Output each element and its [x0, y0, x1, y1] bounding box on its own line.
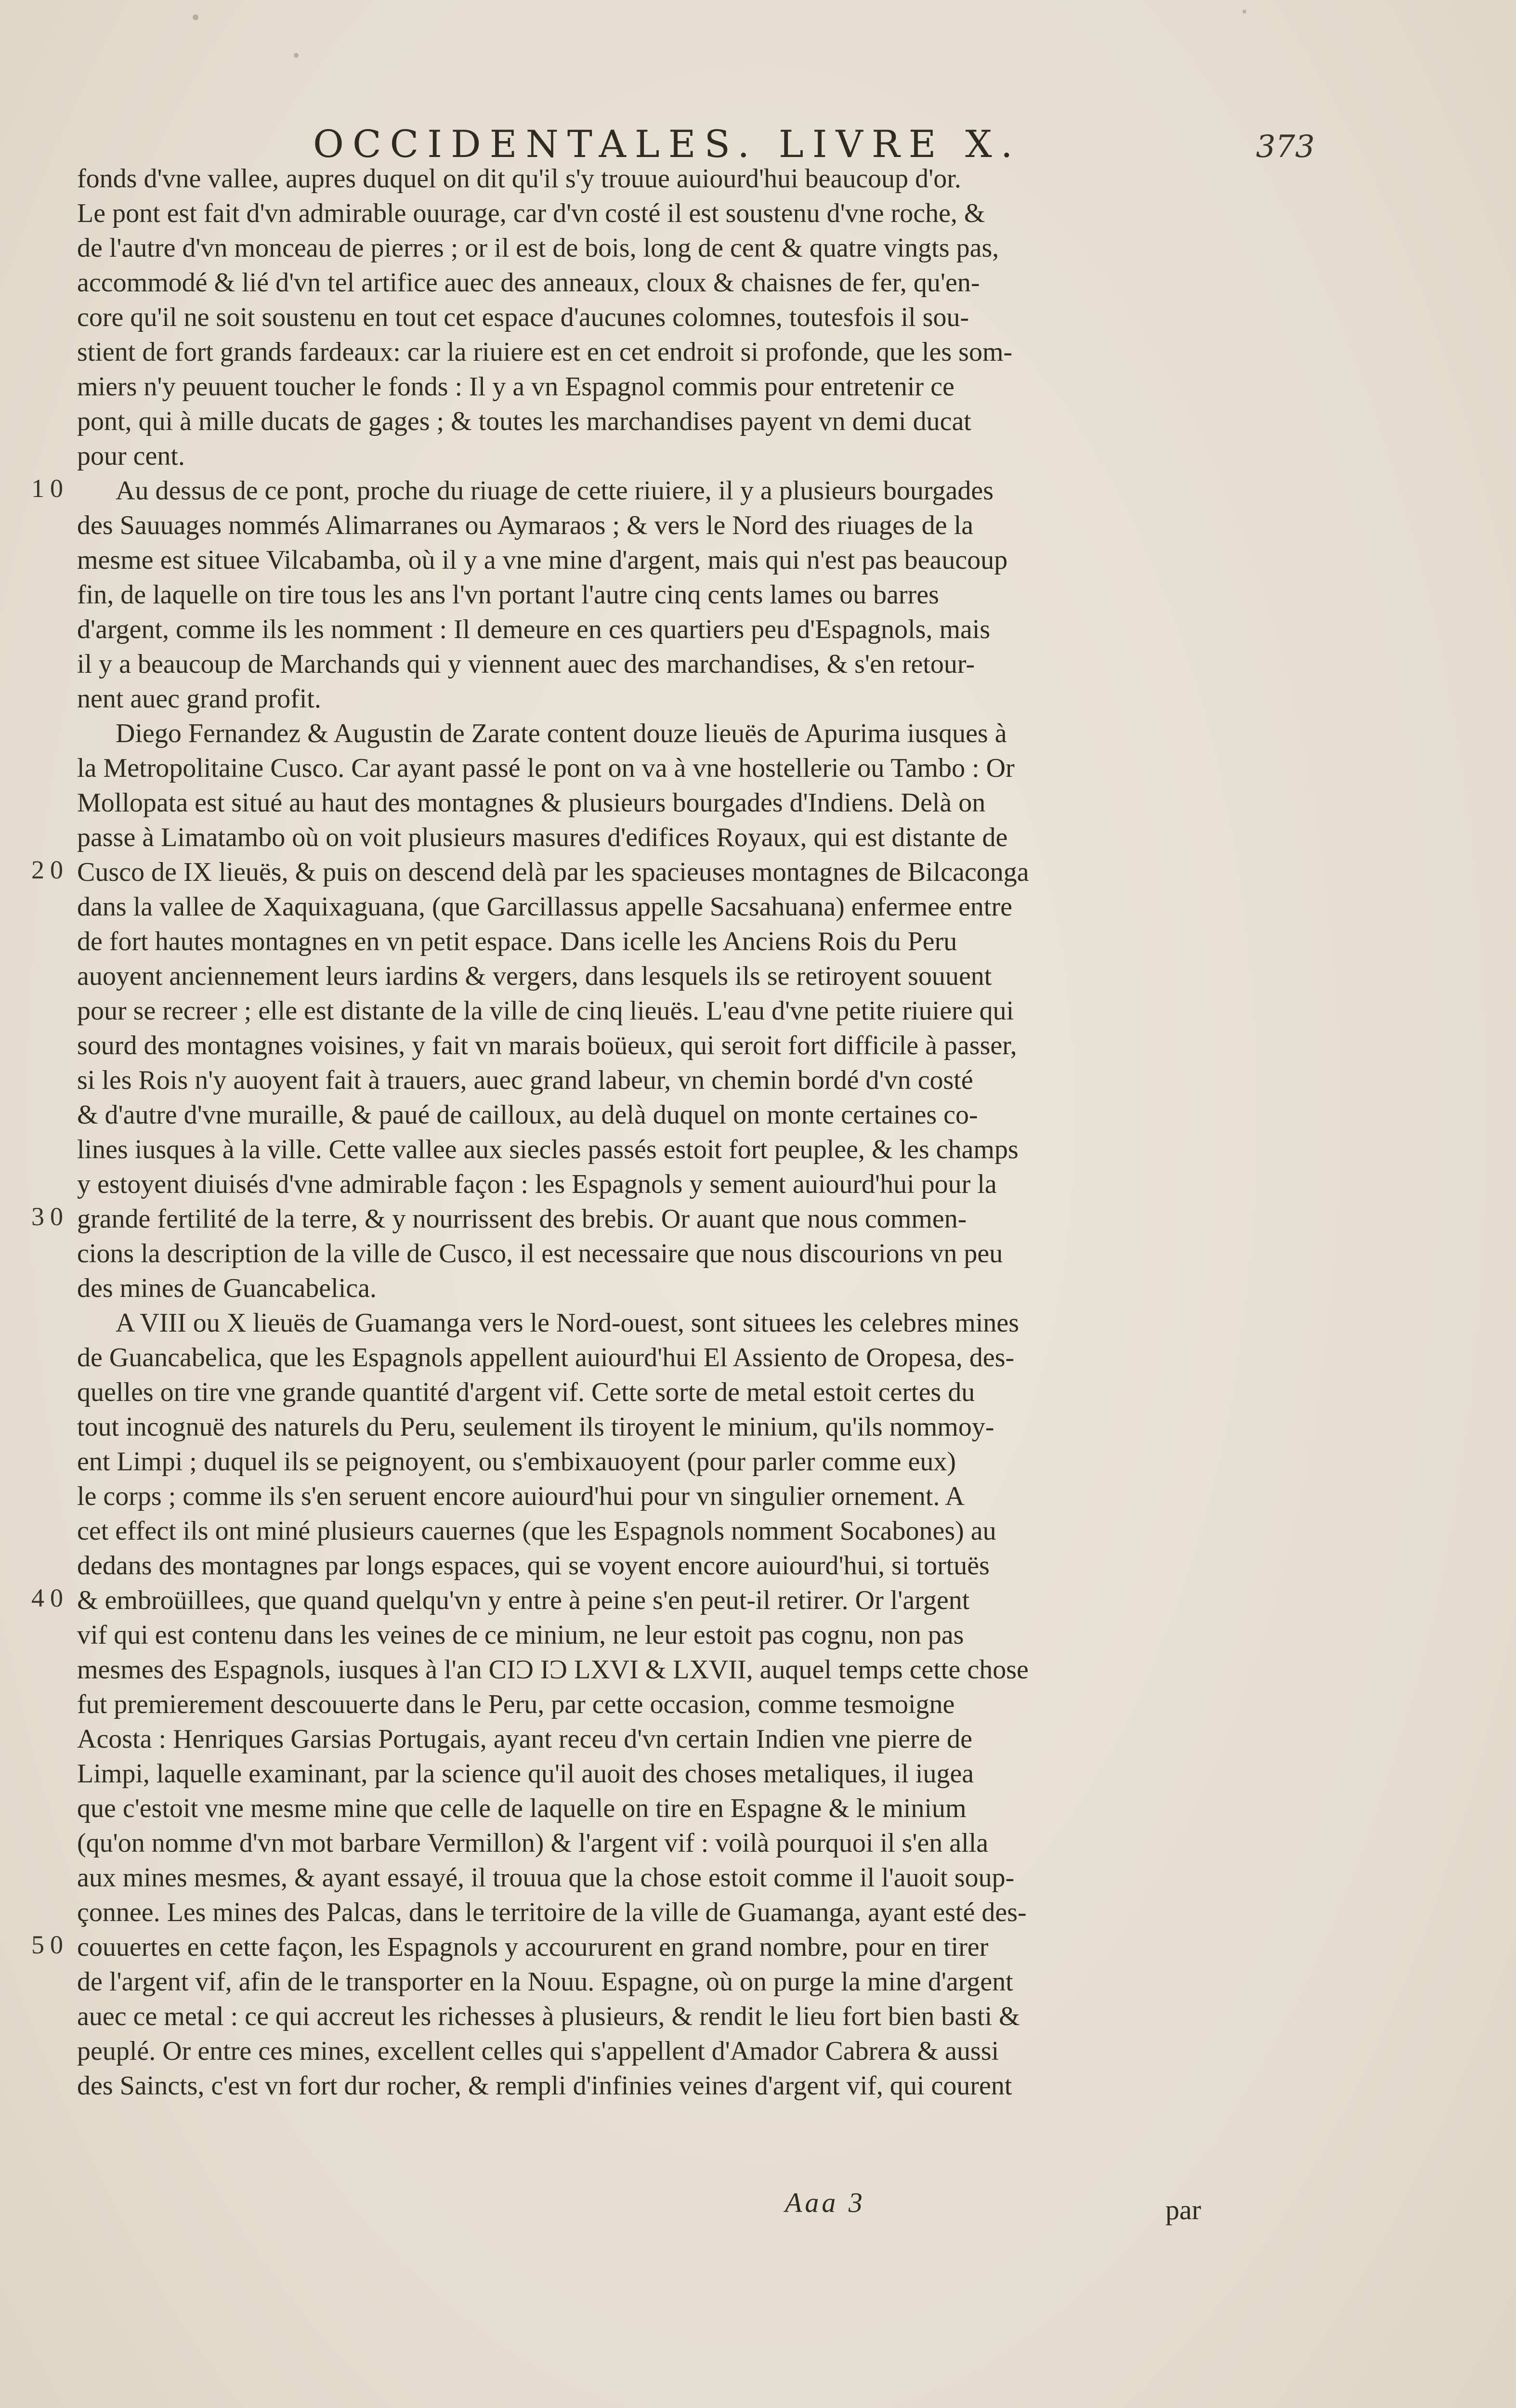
text-line: auoyent anciennement leurs iardins & vergers, dans lesquels ils se retiroyent souuent	[77, 961, 992, 991]
text-line: le corps ; comme ils s'en seruent encore auiourd'hui pour vn singulier ornement. A	[77, 1481, 965, 1511]
margin-line-number: 40	[31, 1584, 69, 1612]
text-line: pour cent.	[77, 441, 185, 471]
text-line: sourd des montagnes voisines, y fait vn marais boüeux, qui seroit fort difficile à passer,	[77, 1031, 1017, 1060]
text-line: dans la vallee de Xaquixaguana, (que Garcillassus appelle Sacsahuana) enfermee entre	[77, 892, 1012, 922]
margin-line-number: 10	[31, 474, 69, 503]
text-line: des mines de Guancabelica.	[77, 1273, 377, 1303]
text-line: passe à Limatambo où on voit plusieurs masures d'edifices Royaux, qui est distante de	[77, 823, 1008, 852]
text-line: & d'autre d'vne muraille, & paué de cailloux, au delà duquel on monte certaines co-	[77, 1100, 978, 1130]
margin-line-number: 30	[31, 1202, 69, 1231]
text-line: pour se recreer ; elle est distante de la ville de cinq lieuës. L'eau d'vne petite riuiere qui	[77, 996, 1014, 1026]
text-line: nent auec grand profit.	[77, 684, 321, 714]
text-line: miers n'y peuuent toucher le fonds : Il y a vn Espagnol commis pour entretenir ce	[77, 372, 954, 402]
signature-mark: Aaa 3	[785, 2187, 865, 2218]
text-line: aux mines mesmes, & ayant essayé, il trouua que la chose estoit comme il l'auoit soup-	[77, 1863, 1015, 1893]
text-line: mesme est situee Vilcabamba, où il y a vne mine d'argent, mais qui n'est pas beaucoup	[77, 545, 1008, 575]
text-line: des Saincts, c'est vn fort dur rocher, & rempli d'infinies veines d'argent vif, qui courent	[77, 2071, 1012, 2101]
text-line: des Sauuages nommés Alimarranes ou Aymaraos ; & vers le Nord des riuages de la	[77, 510, 974, 540]
paper-spot	[1242, 10, 1246, 13]
text-line: de l'argent vif, afin de le transporter en la Nouu. Espagne, où on purge la mine d'argent	[77, 1967, 1013, 1997]
text-line: de l'autre d'vn monceau de pierres ; or il est de bois, long de cent & quatre vingts pas,	[77, 233, 999, 263]
text-line: grande fertilité de la terre, & y nourrissent des brebis. Or auant que nous commen-	[77, 1204, 967, 1234]
text-line: fonds d'vne vallee, aupres duquel on dit qu'il s'y trouue auiourd'hui beaucoup d'or.	[77, 164, 961, 194]
text-line: (qu'on nomme d'vn mot barbare Vermillon) & l'argent vif : voilà pourquoi il s'en alla	[77, 1828, 989, 1858]
text-line: tout incognuë des naturels du Peru, seulement ils tiroyent le minium, qu'ils nommoy-	[77, 1412, 994, 1442]
text-line: fin, de laquelle on tire tous les ans l'vn portant l'autre cinq cents lames ou barres	[77, 580, 939, 610]
text-line: si les Rois n'y auoyent fait à trauers, auec grand labeur, vn chemin bordé d'vn costé	[77, 1065, 973, 1095]
text-line: couuertes en cette façon, les Espagnols y accoururent en grand nombre, pour en tirer	[77, 1932, 989, 1962]
text-line: stient de fort grands fardeaux: car la riuiere est en cet endroit si profonde, que les som-	[77, 337, 1013, 367]
text-line: cet effect ils ont miné plusieurs cauernes (que les Espagnols nomment Socabones) au	[77, 1516, 996, 1546]
text-line: de fort hautes montagnes en vn petit espace. Dans icelle les Anciens Rois du Peru	[77, 927, 957, 956]
text-line: Acosta : Henriques Garsias Portugais, ayant receu d'vn certain Indien vne pierre de	[77, 1724, 972, 1754]
text-line: Diego Fernandez & Augustin de Zarate content douze lieuës de Apurima iusques à	[116, 719, 1007, 748]
text-line: peuplé. Or entre ces mines, excellent celles qui s'appellent d'Amador Cabrera & aussi	[77, 2036, 999, 2066]
text-line: Au dessus de ce pont, proche du riuage de cette riuiere, il y a plusieurs bourgades	[116, 476, 994, 506]
text-line: pont, qui à mille ducats de gages ; & toutes les marchandises payent vn demi ducat	[77, 406, 971, 436]
text-line: fut premierement descouuerte dans le Peru, par cette occasion, comme tesmoigne	[77, 1689, 955, 1719]
paper-spot	[294, 53, 299, 58]
text-line: Limpi, laquelle examinant, par la science qu'il auoit des choses metaliques, il iugea	[77, 1759, 974, 1789]
page-number: 373	[1255, 129, 1315, 165]
text-line: cions la description de la ville de Cusco, il est necessaire que nous discourions vn peu	[77, 1239, 1003, 1269]
text-line: core qu'il ne soit soustenu en tout cet espace d'aucunes colomnes, toutesfois il sou-	[77, 302, 969, 332]
text-line: ent Limpi ; duquel ils se peignoyent, ou s'embixauoyent (pour parler comme eux)	[77, 1447, 956, 1477]
margin-line-number: 50	[31, 1930, 69, 1959]
text-line: lines iusques à la ville. Cette vallee aux siecles passés estoit fort peuplee, & les champs	[77, 1135, 1019, 1165]
text-line: dedans des montagnes par longs espaces, qui se voyent encore auiourd'hui, si tortuës	[77, 1551, 990, 1581]
running-head-title: OCCIDENTALES. LIVRE X.	[313, 123, 1021, 166]
text-line: de Guancabelica, que les Espagnols appellent auiourd'hui El Assiento de Oropesa, des-	[77, 1343, 1015, 1373]
margin-line-number: 20	[31, 855, 69, 884]
text-line: accommodé & lié d'vn tel artifice auec des anneaux, cloux & chaisnes de fer, qu'en-	[77, 268, 980, 298]
text-line: d'argent, comme ils les nomment : Il demeure en ces quartiers peu d'Espagnols, mais	[77, 615, 991, 644]
text-line: vif qui est contenu dans les veines de ce minium, ne leur estoit pas cognu, non pas	[77, 1620, 964, 1650]
text-line: Le pont est fait d'vn admirable ouurage, car d'vn costé il est soustenu d'vne roche, &	[77, 198, 985, 228]
text-line: la Metropolitaine Cusco. Car ayant passé le pont on va à vne hostellerie ou Tambo : Or	[77, 753, 1015, 783]
text-line: y estoyent diuisés d'vne admirable façon : les Espagnols y sement auiourd'hui pour la	[77, 1169, 997, 1199]
text-line: Cusco de IX lieuës, & puis on descend delà par les spacieuses montagnes de Bilcaconga	[77, 857, 1029, 887]
text-line: quelles on tire vne grande quantité d'argent vif. Cette sorte de metal estoit certes du	[77, 1377, 975, 1407]
text-line: mesmes des Espagnols, iusques à l'an CIƆ IƆ LXVI & LXVII, auquel temps cette chose	[77, 1655, 1029, 1685]
text-line: A VIII ou X lieuës de Guamanga vers le Nord-ouest, sont situees les celebres mines	[116, 1308, 1019, 1338]
catchword: par	[1165, 2194, 1202, 2225]
text-line: & embroüillees, que quand quelqu'vn y entre à peine s'en peut-il retirer. Or l'argent	[77, 1585, 970, 1615]
text-line: Mollopata est situé au haut des montagnes & plusieurs bourgades d'Indiens. Delà on	[77, 788, 986, 818]
paper-spot	[193, 14, 198, 20]
text-line: il y a beaucoup de Marchands qui y viennent auec des marchandises, & s'en retour-	[77, 649, 975, 679]
text-line: auec ce metal : ce qui accreut les richesses à plusieurs, & rendit le lieu fort bien basti &	[77, 2002, 1020, 2031]
text-line: que c'estoit vne mesme mine que celle de laquelle on tire en Espagne & le minium	[77, 1793, 967, 1823]
body-text	[77, 161, 1218, 2103]
text-line: çonnee. Les mines des Palcas, dans le territoire de la ville de Guamanga, ayant esté des-	[77, 1898, 1027, 1927]
